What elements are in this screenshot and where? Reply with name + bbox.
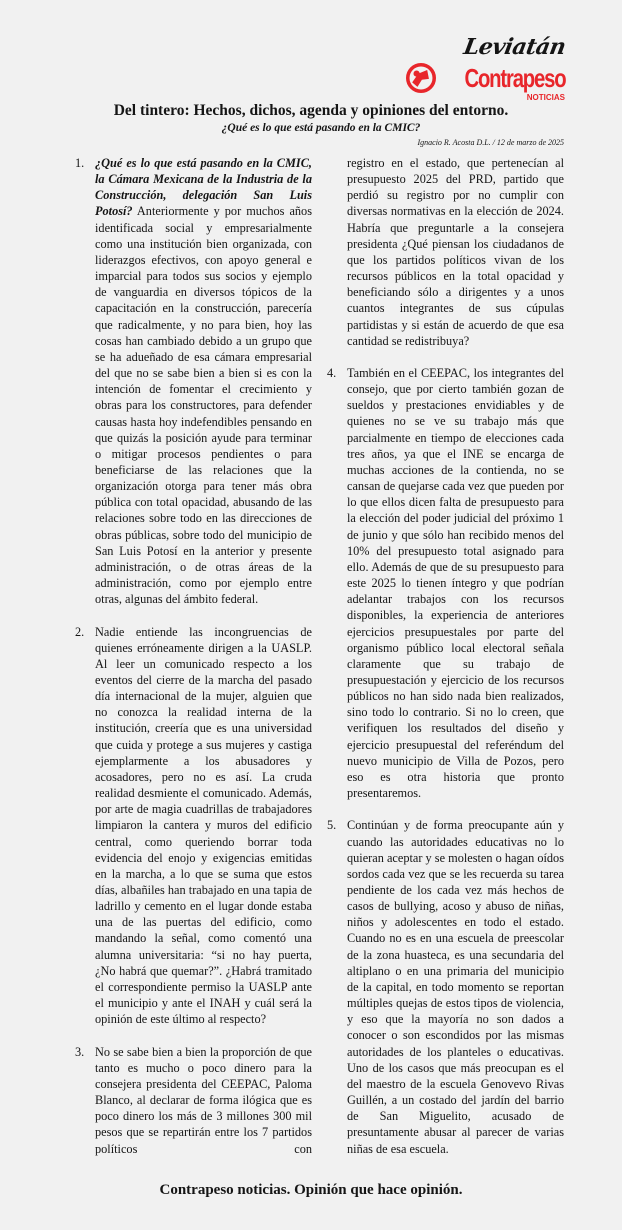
item-number: 5. [327,818,337,833]
page-title: Del tintero: Hechos, dichos, agenda y opiniones del entorno. [113,102,509,119]
logo-subtitle: NOTICIAS [526,93,565,102]
item-text: Nadie entiende las incongruencias de quienes erróneamente dirigen a la UASLP. Al leer un comunicado respecto a los eventos del cierre de la marcha del pasado día internacional de la mujer, alguien que no conozca la realidad interna de la institución, creería que es una universidad que cuida y protege a sus mujeres y castiga ejemplarmente a los abusadores y acosadores, pero no es así. La cruda realidad desmiente el comunicado. Además, por arte de magia cuadrillas de trabajadores limpiaron la cantera y muros del edificio central, como queriendo borrar toda evidencia del enojo y exigencias emitidas en la marcha, a lo que se suma que estos días, albañiles han trabajado en una tapia de ladrillo y cemento en el lugar donde estaba una de las puertas del edificio, como mandando la señal, como comentó una alumna universitaria: “si no hay puerta, ¿No habrá que quemar?”. ¿Habrá tramitado el correspondiente permiso la UASLP ante el municipio y ante el INAH y cuál será la opinión de este último al respecto? [95,624,312,1027]
item-text: Anteriormente y por muchos años identificada social y empresarialmente como una institución bien organizada, con liderazgos efectivos, con apoyo general e imparcial para todos sus socios y ejemplo de vanguardia en diversos tópicos de la capacitación en la construcción, parecería que radicalmente, y no para bien, hoy las cosas han cambiado debido a un grupo que se ha adueñado de esa cámara empresarial del que no se sabe bien a bien si es con la intención de fomentar el crecimiento y obras para los constructores, para defender causas hasta hoy indefendibles pensando en que quizás la posición ayude para terminar o mitigar procesos pendientes o para beneficiarse de las relaciones que la organización otorga para tener más obra pública con total opacidad, abusando de las relaciones sobre todo en las direcciones de obras públicas, sobre todo del municipio de San Luis Potosí en la anterior y presente administración, o de otras áreas de la administración, como por ejemplo entre otras, algunas del ámbito federal. [95,204,312,607]
logo-wordmark: Contrapeso [464,62,565,93]
item-text: No se sabe bien a bien la proporción de que tanto es mucho o poco dinero para la consejera presidenta del CEEPAC, Paloma Blanco, al declarar de forma ilógica que es poco dinero los más de 3 millones 300 mil pesos que se repartirán entre los 7 partidos políticos con [95,1044,312,1156]
item-number: 3. [75,1044,85,1059]
item-text: Continúan y de forma preocupante aún y cuando las autoridades educativas no lo quieran aceptar y se molesten o hagan oídos sordos cada vez que se les recuerda su tarea pendiente de los cada vez más hechos de casos de bullying, acoso y abuso de niñas, niños y adolescentes en todo el estado. Cuando no es en una escuela de preescolar de la zona huasteca, es una secundaria del altiplano o en una primaria del municipio de la capital, en todo momento se reportan múltiples quejas de estos tipos de violencia, y eso que la mayoría no son dados a conocer o son escondidos por las mismas autoridades de los planteles o educativas. Uno de los casos que más preocupan es el del maestro de la escuela Genovevo Rivas Guillén, a un costado del jardín del barrio de San Miguelito, acusado de presuntamente abusar al parecer de varias niñas de esa escuela. [347,818,564,1156]
column-left [75,155,312,1173]
item-number: 1. [75,156,85,170]
item-text: También en el CEEPAC, los integrantes del consejo, que por cierto también gozan de sueldos y prestaciones envidiables y de quienes no se ve su trabajo más que parcialmente en tiempo de elecciones cada tres años, ya que el INE se encarga de muchas acciones de la contienda, no se cansan de quejarse cada vez que pueden por lo que ellos dicen falta de presupuesto para la elección del poder judicial del próximo 1 de junio y que sólo han recibido menos del 10% del presupuesto total asignado para ello. Además de que de su presupuesto para este 2025 lo tienen íntegro y que podrían adelantar trabajos con los recursos disponibles, la experiencia de anteriores ejercicios presupuestales por parte del organismo público local electoral señala claramente que su trabajo de presupuestación y ejercicio de los recursos públicos no han sido nada bien realizados, sino todo lo contrario. Si no lo creen, que verifiquen los resultados del diseño y ejercicio presupuestal del referéndum del nuevo municipio de Villa de Pozos, pero eso es otra historia que pronto presentaremos. [347,366,564,801]
item-lead: ¿Qué es lo que está pasando en la CMIC, la Cámara Mexicana de la Industria de la Construcción, delegación San Luis Potosí? [95,156,312,219]
footer-tagline: Contrapeso noticias. Opinión que hace opinión. [159,1181,463,1198]
list-item [327,817,564,1156]
item-text: registro en el estado, que pertenecían al presupuesto 2025 del PRD, partido que perdió su registro por no cumplir con diversas normativas en la elección de 2024. Habría que preguntarle a la consejera presidenta ¿Qué piensan los ciudadanos de que los partidos políticos vivan de los recursos públicos en la total opacidad y beneficiando sólo a dirigentes y a unos cuantos integrantes de sus cúpulas partidistas y si están de acuerdo de que esa cantidad se redistribuya? [347,156,564,348]
page-subtitle: ¿Qué es lo que está pasando en la CMIC? [221,122,421,134]
logo-row [406,63,565,93]
column-right [327,155,564,1173]
item-number: 4. [327,366,337,381]
list-item [75,155,312,607]
list-item [75,1044,312,1157]
list-item [75,624,312,1028]
leviatan-logo: Leviatán [461,34,568,60]
list-item [327,365,564,801]
byline: Ignacio R. Acosta D.L. / 12 de marzo de 2025 [417,138,564,147]
contrapeso-logo [406,63,565,102]
list-item-continued [347,155,564,349]
item-number: 2. [75,624,85,639]
megaphone-logo-icon [406,63,436,93]
